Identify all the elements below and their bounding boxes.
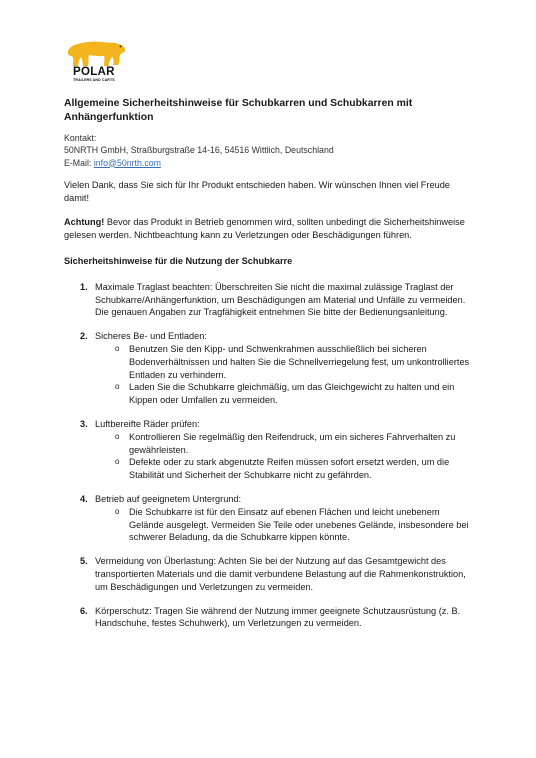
- email-label: E-Mail:: [64, 157, 94, 168]
- warning-bold: Achtung!: [64, 217, 105, 228]
- sub-item: [95, 456, 474, 482]
- bullet-icon: o: [115, 431, 120, 441]
- list-item: [64, 418, 474, 482]
- warning-paragraph: [64, 216, 474, 242]
- bullet-icon: o: [115, 382, 120, 392]
- item-number: 6.: [80, 605, 88, 616]
- item-text: Betrieb auf geeignetem Untergrund:: [95, 493, 242, 504]
- list-item: [64, 493, 474, 544]
- item-number: 2.: [80, 331, 88, 342]
- sub-item: [95, 381, 474, 407]
- bullet-icon: o: [115, 457, 120, 467]
- sub-item-text: Kontrollieren Sie regelmäßig den Reifendruck, um ein sicheres Fahrverhalten zu gewährleisten.: [129, 431, 456, 455]
- contact-block: [64, 132, 474, 169]
- sub-item-text: Defekte oder zu stark abgenutzte Reifen müssen sofort ersetzt werden, um die Stabilität und Sicherheit der Schubkarre nicht zu gefährden.: [129, 457, 450, 481]
- contact-email-line: [64, 157, 474, 169]
- logo-wordmark: [73, 67, 125, 83]
- email-link[interactable]: info@50nrth.com: [93, 157, 161, 168]
- sub-list: [95, 343, 474, 407]
- logo-brand: POLAR: [73, 66, 115, 78]
- thanks-paragraph: Vielen Dank, dass Sie sich für Ihr Produkt entschieden haben. Wir wünschen Ihnen viel Freude damit!: [64, 179, 450, 203]
- polar-bear-icon: [64, 38, 128, 68]
- item-number: 1.: [80, 281, 88, 292]
- sub-item: [95, 431, 474, 457]
- document-title: Allgemeine Sicherheitshinweise für Schubkarren und Schubkarren mit Anhängerfunktion: [64, 98, 413, 123]
- warning-text: Bevor das Produkt in Betrieb genommen wird, sollten unbedingt die Sicherheitshinweise gelesen werden. Nichtbeachtung kann zu Verletzungen oder Beschädigungen führen.: [64, 217, 465, 241]
- item-text: Maximale Traglast beachten: Überschreiten Sie nicht die maximal zulässige Traglast der Schubkarre/Anhängerfunktion, um Beschädigungen am Material und Unfälle zu vermeiden. Die genauen Angaben zur Tragfähigkeit entnehmen Sie bitte der Bedienungsanleitung.: [95, 281, 466, 318]
- item-text: Sicheres Be- und Entladen:: [95, 331, 207, 342]
- sub-item: [95, 506, 474, 544]
- item-text: Luftbereifte Räder prüfen:: [95, 418, 200, 429]
- logo-tagline: TRAILERS AND CARTS: [73, 78, 115, 82]
- contact-label: Kontakt:: [64, 133, 97, 144]
- sub-item: [95, 343, 474, 381]
- contact-company: 50NRTH GmbH, Straßburgstraße 14-16, 54516 Wittlich, Deutschland: [64, 145, 334, 156]
- bullet-icon: o: [115, 506, 120, 516]
- safety-list: [64, 281, 474, 630]
- list-item: [64, 555, 474, 593]
- list-item: [64, 330, 474, 407]
- sub-list: [95, 506, 474, 544]
- list-item: [64, 605, 474, 631]
- item-text: Vermeidung von Überlastung: Achten Sie bei der Nutzung auf das Gesamtgewicht des transportierten Materials und die damit verbundene Belastung auf die Rahmenkonstruktion, um Beschädigungen und Verletzungen zu vermeiden.: [95, 556, 466, 592]
- sub-item-text: Benutzen Sie den Kipp- und Schwenkrahmen ausschließlich bei sicheren Bodenverhältnissen und halten Sie die Schnellverriegelung fest, um unkontrolliertes Entladen zu verhindern.: [129, 343, 470, 380]
- section-title: Sicherheitshinweise für die Nutzung der Schubkarre: [64, 255, 293, 266]
- sub-item-text: Die Schubkarre ist für den Einsatz auf ebenen Flächen und leicht unebenem Gelände ausgelegt. Vermeiden Sie Teile oder unebenes Gelände, insbesondere bei schwerer Beladung, da die Schubkarre kippen könnte.: [129, 506, 469, 543]
- sub-item-text: Laden Sie die Schubkarre gleichmäßig, um das Gleichgewicht zu halten und ein Kippen oder Umfallen zu vermeiden.: [129, 382, 455, 406]
- document-body: [64, 97, 474, 641]
- item-number: 4.: [80, 493, 88, 504]
- item-number: 3.: [80, 418, 88, 429]
- item-number: 5.: [80, 556, 88, 567]
- list-item: [64, 281, 474, 319]
- sub-list: [95, 431, 474, 482]
- item-text: Körperschutz: Tragen Sie während der Nutzung immer geeignete Schutzausrüstung (z. B. Handschuhe, festes Schuhwerk), um Verletzungen zu vermeiden.: [95, 605, 461, 629]
- bullet-icon: o: [115, 343, 120, 353]
